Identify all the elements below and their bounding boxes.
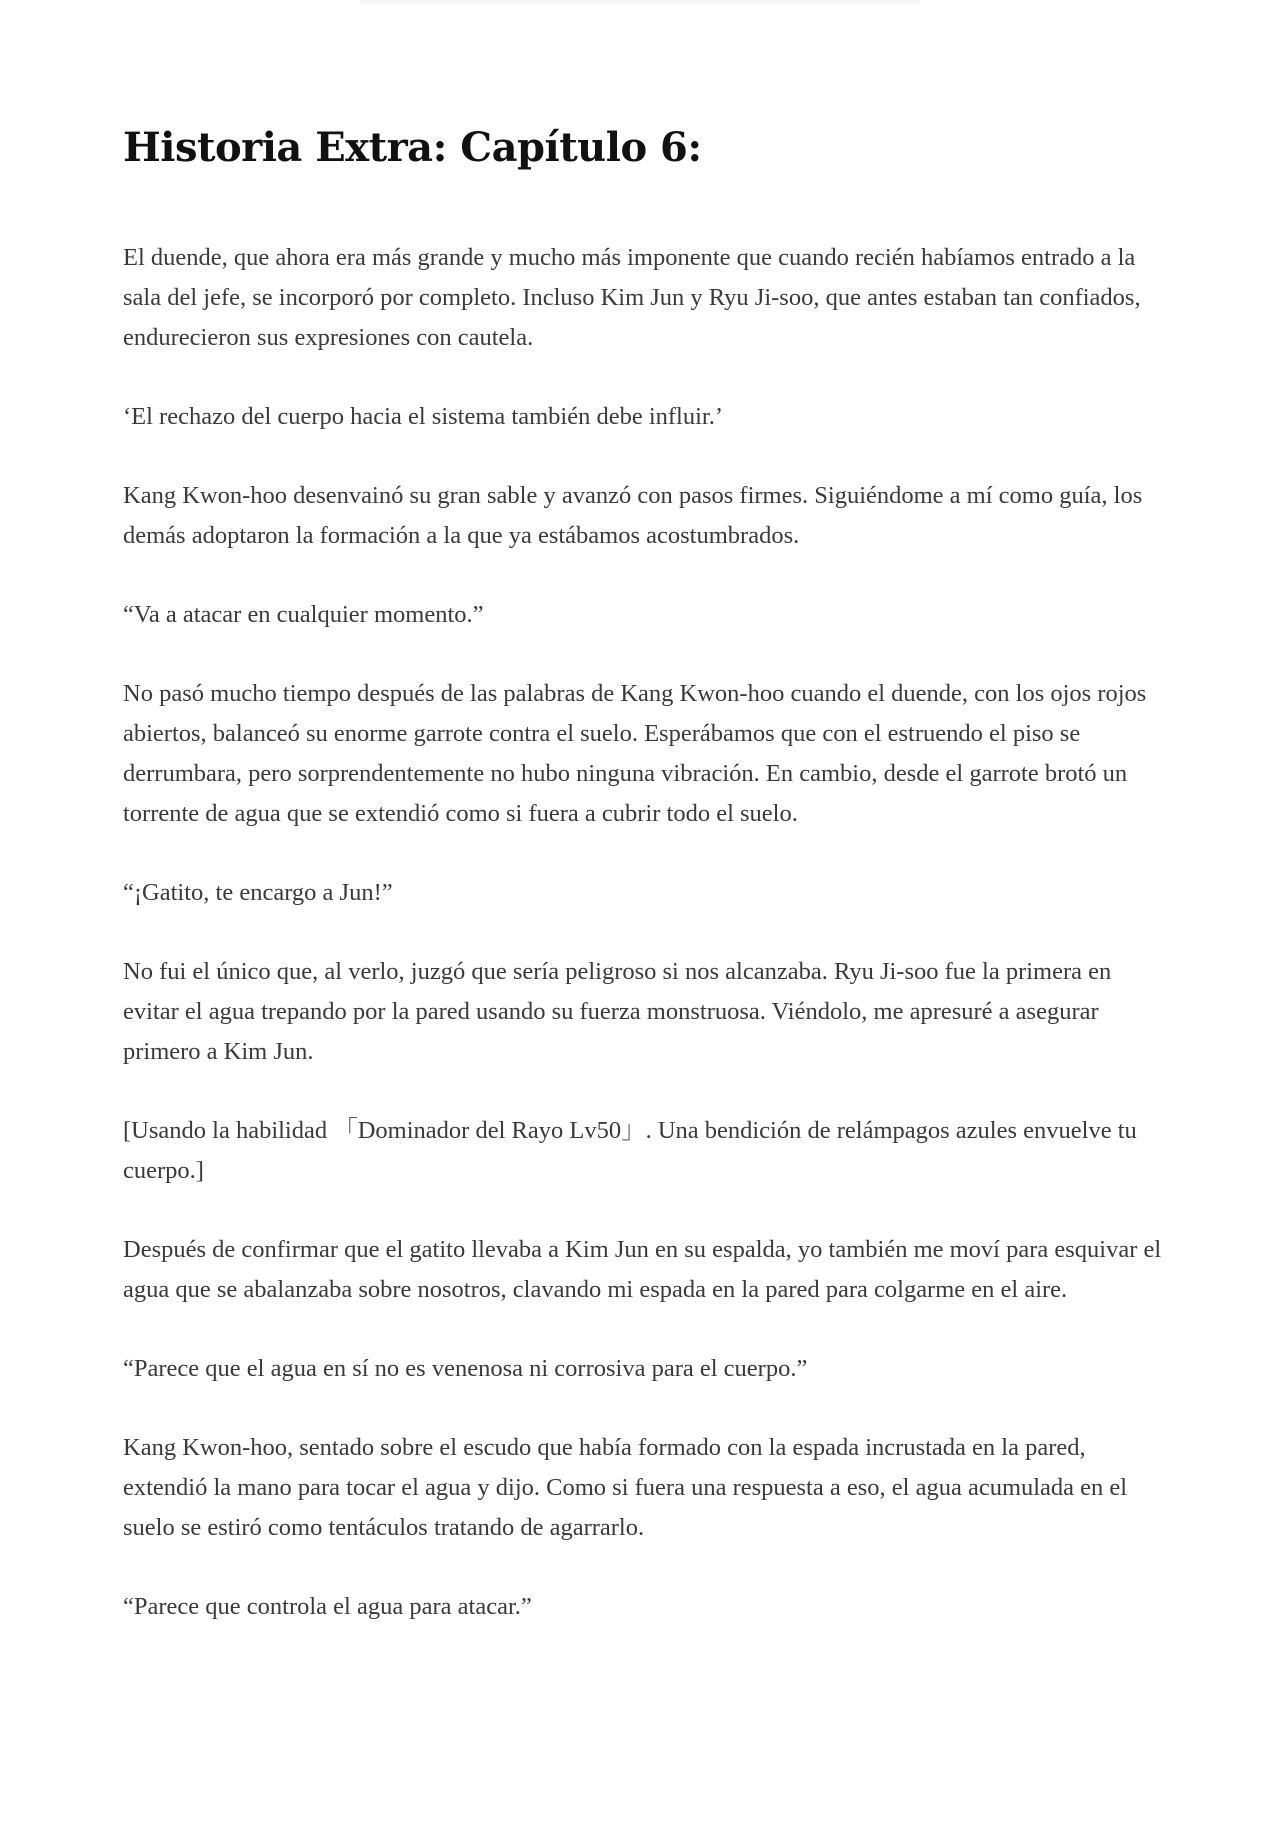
chapter-title: Historia Extra: Capítulo 6: bbox=[123, 124, 702, 171]
paragraph: “Parece que el agua en sí no es venenosa ni corrosiva para el cuerpo.” bbox=[123, 1355, 808, 1382]
paragraph: Después de confirmar que el gatito llevaba a Kim Jun en su espalda, yo también me moví para esquivar el agua que se abalanzaba sobre nosotros, clavando mi espada en la pared para colgarme en el aire. bbox=[123, 1236, 1162, 1303]
paragraph: Kang Kwon-hoo desenvainó su gran sable y avanzó con pasos firmes. Siguiéndome a mí como guía, los demás adoptaron la formación a la que ya estábamos acostumbrados. bbox=[123, 482, 1143, 549]
paragraph: “Parece que controla el agua para atacar.” bbox=[123, 1593, 532, 1620]
paragraph: ‘El rechazo del cuerpo hacia el sistema también debe influir.’ bbox=[123, 403, 723, 430]
paragraph: “¡Gatito, te encargo a Jun!” bbox=[123, 879, 393, 906]
paragraph: No pasó mucho tiempo después de las palabras de Kang Kwon-hoo cuando el duende, con los ojos rojos abiertos, balanceó su enorme garrote contra el suelo. Esperábamos que con el estruendo el piso se derrumbara, pero sorprendentemente no hubo ninguna vibración. En cambio, desde el garrote brotó un torrente de agua que se extendió como si fuera a cubrir todo el suelo. bbox=[123, 680, 1147, 827]
paragraph: No fui el único que, al verlo, juzgó que sería peligroso si nos alcanzaba. Ryu Ji-soo fue la primera en evitar el agua trepando por la pared usando su fuerza monstruosa. Viéndolo, me apresuré a asegurar primero a Kim Jun. bbox=[123, 958, 1112, 1065]
paragraph: Kang Kwon-hoo, sentado sobre el escudo que había formado con la espada incrustada en la pared, extendió la mano para tocar el agua y dijo. Como si fuera una respuesta a eso, el agua acumulada en el suelo se estiró como tentáculos tratando de agarrarlo. bbox=[123, 1434, 1128, 1541]
paragraph: El duende, que ahora era más grande y mucho más imponente que cuando recién habíamos entrado a la sala del jefe, se incorporó por completo. Incluso Kim Jun y Ryu Ji-soo, que antes estaban tan confiados, endurecieron sus expresiones con cautela. bbox=[123, 244, 1141, 351]
top-scroll-shadow bbox=[360, 0, 920, 6]
paragraph: “Va a atacar en cualquier momento.” bbox=[123, 601, 484, 628]
system-message-paragraph: [Usando la habilidad 「Dominador del Rayo Lv50」. Una bendición de relámpagos azules envuelve tu cuerpo.] bbox=[123, 1117, 1137, 1184]
chapter-article bbox=[123, 118, 1163, 1666]
